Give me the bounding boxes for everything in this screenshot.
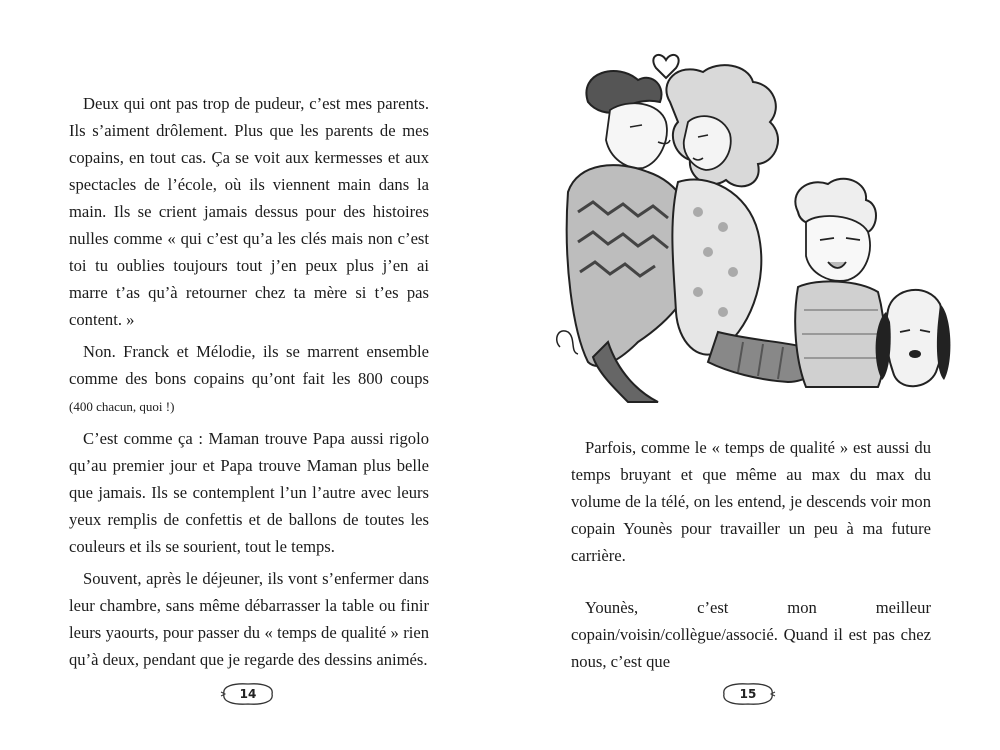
paragraph: C’est comme ça : Maman trouve Papa aussi rigolo qu’au premier jour et Papa trouve Maman plus belle que jamais. Ils se contemplent l’un l’autre avec leurs yeux remplis de confettis et de ballons de toutes les couleurs et ils se sourient, tout le temps. — [69, 429, 429, 556]
left-page-text — [69, 90, 429, 678]
family-illustration — [548, 42, 958, 410]
paragraph — [69, 338, 429, 420]
page-number-text: 15 — [739, 687, 757, 701]
page-number-right — [718, 678, 778, 710]
right-page-text — [571, 434, 931, 680]
paragraph: Younès, c’est mon meilleur copain/voisin/collègue/associé. Quand il est pas chez nous, c’est que — [571, 598, 931, 671]
paragraph: Parfois, comme le « temps de qualité » est aussi du temps bruyant et que même au max du max du volume de la télé, on les entend, je descends voir mon copain Younès pour travailler un peu à ma future carrière. — [571, 438, 931, 565]
paragraph: Deux qui ont pas trop de pudeur, c’est mes parents. Ils s’aiment drôlement. Plus que les parents de mes copains, en tout cas. Ça se voit aux kermesses et aux spectacles de l’école, où ils viennent main dans la main. Ils se crient jamais dessus pour des histoires nulles comme « qui c’est qu’a les clés mais non c’est toi tu oublies toujours tout j’en peux plus j’en ai marre t’as qu’à retourner chez ta mère si t’es pas content. » — [69, 94, 429, 329]
paragraph-main-text: Non. Franck et Mélodie, ils se marrent ensemble comme des bons copains qu’ont fait les 800 coups — [69, 342, 429, 388]
paragraph-aside-text: (400 chacun, quoi !) — [69, 399, 175, 414]
paragraph: Souvent, après le déjeuner, ils vont s’enfermer dans leur chambre, sans même débarrasser la table ou finir leurs yaourts, pour passer du « temps de qualité » rien qu’à deux, pendant que je regarde des dessins animés. — [69, 569, 429, 669]
page-number-text: 14 — [239, 687, 257, 701]
page-number-left — [218, 678, 278, 710]
